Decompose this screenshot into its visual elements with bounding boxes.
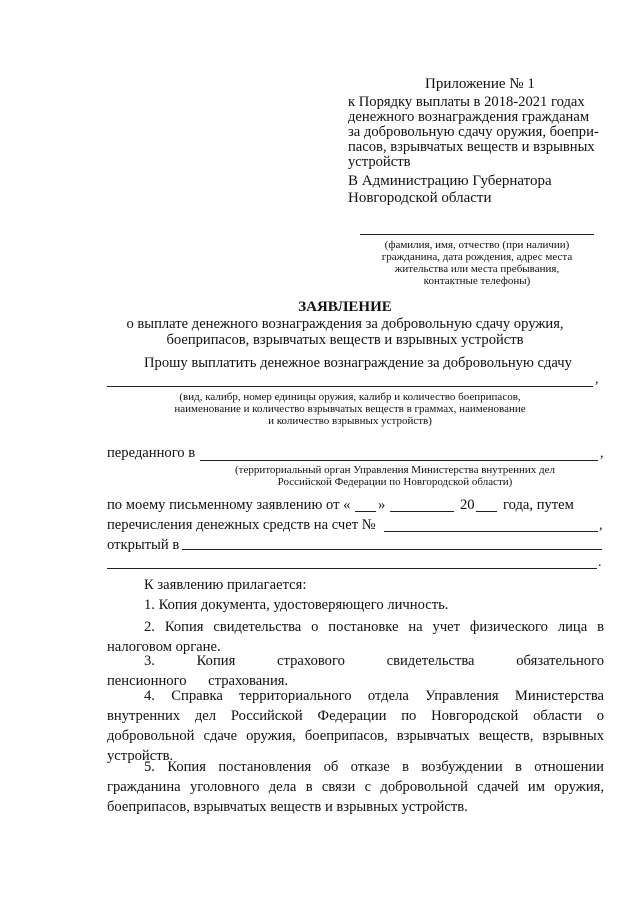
applicant-hint: (фамилия, имя, отчество (при наличии): [384, 239, 570, 251]
account-number-field[interactable]: [384, 531, 598, 532]
request-hint: (вид, калибр, номер единицы оружия, калибр и количество боеприпасов,: [179, 391, 521, 403]
statement-quote: »: [378, 497, 386, 513]
appendix-line: устройств: [348, 154, 411, 170]
appendix-line: к Порядку выплаты в 2018-2021 годах: [348, 94, 585, 110]
transfer-hint: (территориальный орган Управления Министерства внутренних дел: [235, 464, 555, 476]
item-description-field[interactable]: [107, 386, 593, 387]
appendix-line: пасов, взрывчатых веществ и взрывных: [348, 139, 595, 155]
applicant-hint: гражданина, дата рождения, адрес места: [381, 251, 573, 263]
transfer-authority-field[interactable]: [200, 460, 598, 461]
attachment-item: 4. Справка территориального отдела Управления Министерства внутренних дел Российской Федерации по Новгородской области о добровольной сдаче оружия, боеприпасов, взрывчатых веществ, взрывных устройств.: [107, 688, 604, 764]
document-subtitle: боеприпасов, взрывчатых веществ и взрывных устройств: [166, 332, 524, 348]
attachment-item: 2. Копия свидетельства о постановке на учет физического лица в налоговом органе.: [107, 619, 604, 655]
statement-suffix: года, путем: [503, 497, 574, 513]
transfer-hint: Российской Федерации по Новгородской области): [277, 476, 513, 488]
transfer-comma: ,: [600, 446, 604, 461]
attachment-item: 1. Копия документа, удостоверяющего личность.: [144, 597, 449, 613]
addressee-line: В Администрацию Губернатора: [348, 173, 552, 189]
statement-day-field[interactable]: [355, 511, 376, 512]
statement-prefix: по моему письменному заявлению от «: [107, 497, 351, 513]
attachments-intro: К заявлению прилагается:: [144, 577, 307, 593]
statement-month-field[interactable]: [390, 511, 454, 512]
request-hint: и количество взрывных устройств): [268, 415, 432, 427]
request-hint: наименование и количество взрывчатых веществ в граммах, наименование: [174, 403, 526, 415]
addressee-line: Новгородской области: [348, 190, 492, 206]
attachment-item: 5. Копия постановления об отказе в возбуждении в отношении гражданина уголовного дела в связи с добровольной сдачей им оружия, боеприпасов, взрывчатых веществ и взрывных устройств.: [107, 759, 604, 815]
applicant-hint: жительства или места пребывания,: [394, 263, 560, 275]
applicant-hint: контактные телефоны): [423, 275, 531, 287]
request-comma: ,: [595, 372, 599, 387]
account-label: перечисления денежных средств на счет №: [107, 517, 376, 533]
bank-label: открытый в: [107, 537, 180, 553]
document-subtitle: о выплате денежного вознаграждения за добровольную сдачу оружия,: [126, 316, 564, 332]
applicant-field[interactable]: [360, 234, 594, 235]
bank-field-continuation[interactable]: [107, 568, 597, 569]
account-comma: ,: [599, 518, 603, 533]
statement-year-field[interactable]: [476, 511, 497, 512]
appendix-line: за добровольную сдачу оружия, боепри-: [348, 124, 599, 140]
bank-end-mark: .: [598, 555, 602, 570]
appendix-line: денежного вознаграждения гражданам: [348, 109, 590, 125]
document-title: ЗАЯВЛЕНИЕ: [298, 299, 392, 315]
request-intro: Прошу выплатить денежное вознаграждение за добровольную сдачу: [144, 355, 572, 371]
appendix-title: Приложение № 1: [425, 76, 535, 92]
transfer-label: переданного в: [107, 445, 196, 461]
attachment-item: 3. Копия страхового свидетельства обязательного пенсионного страхования.: [107, 653, 604, 689]
bank-field[interactable]: [182, 549, 602, 550]
statement-year-prefix: 20: [460, 497, 475, 513]
